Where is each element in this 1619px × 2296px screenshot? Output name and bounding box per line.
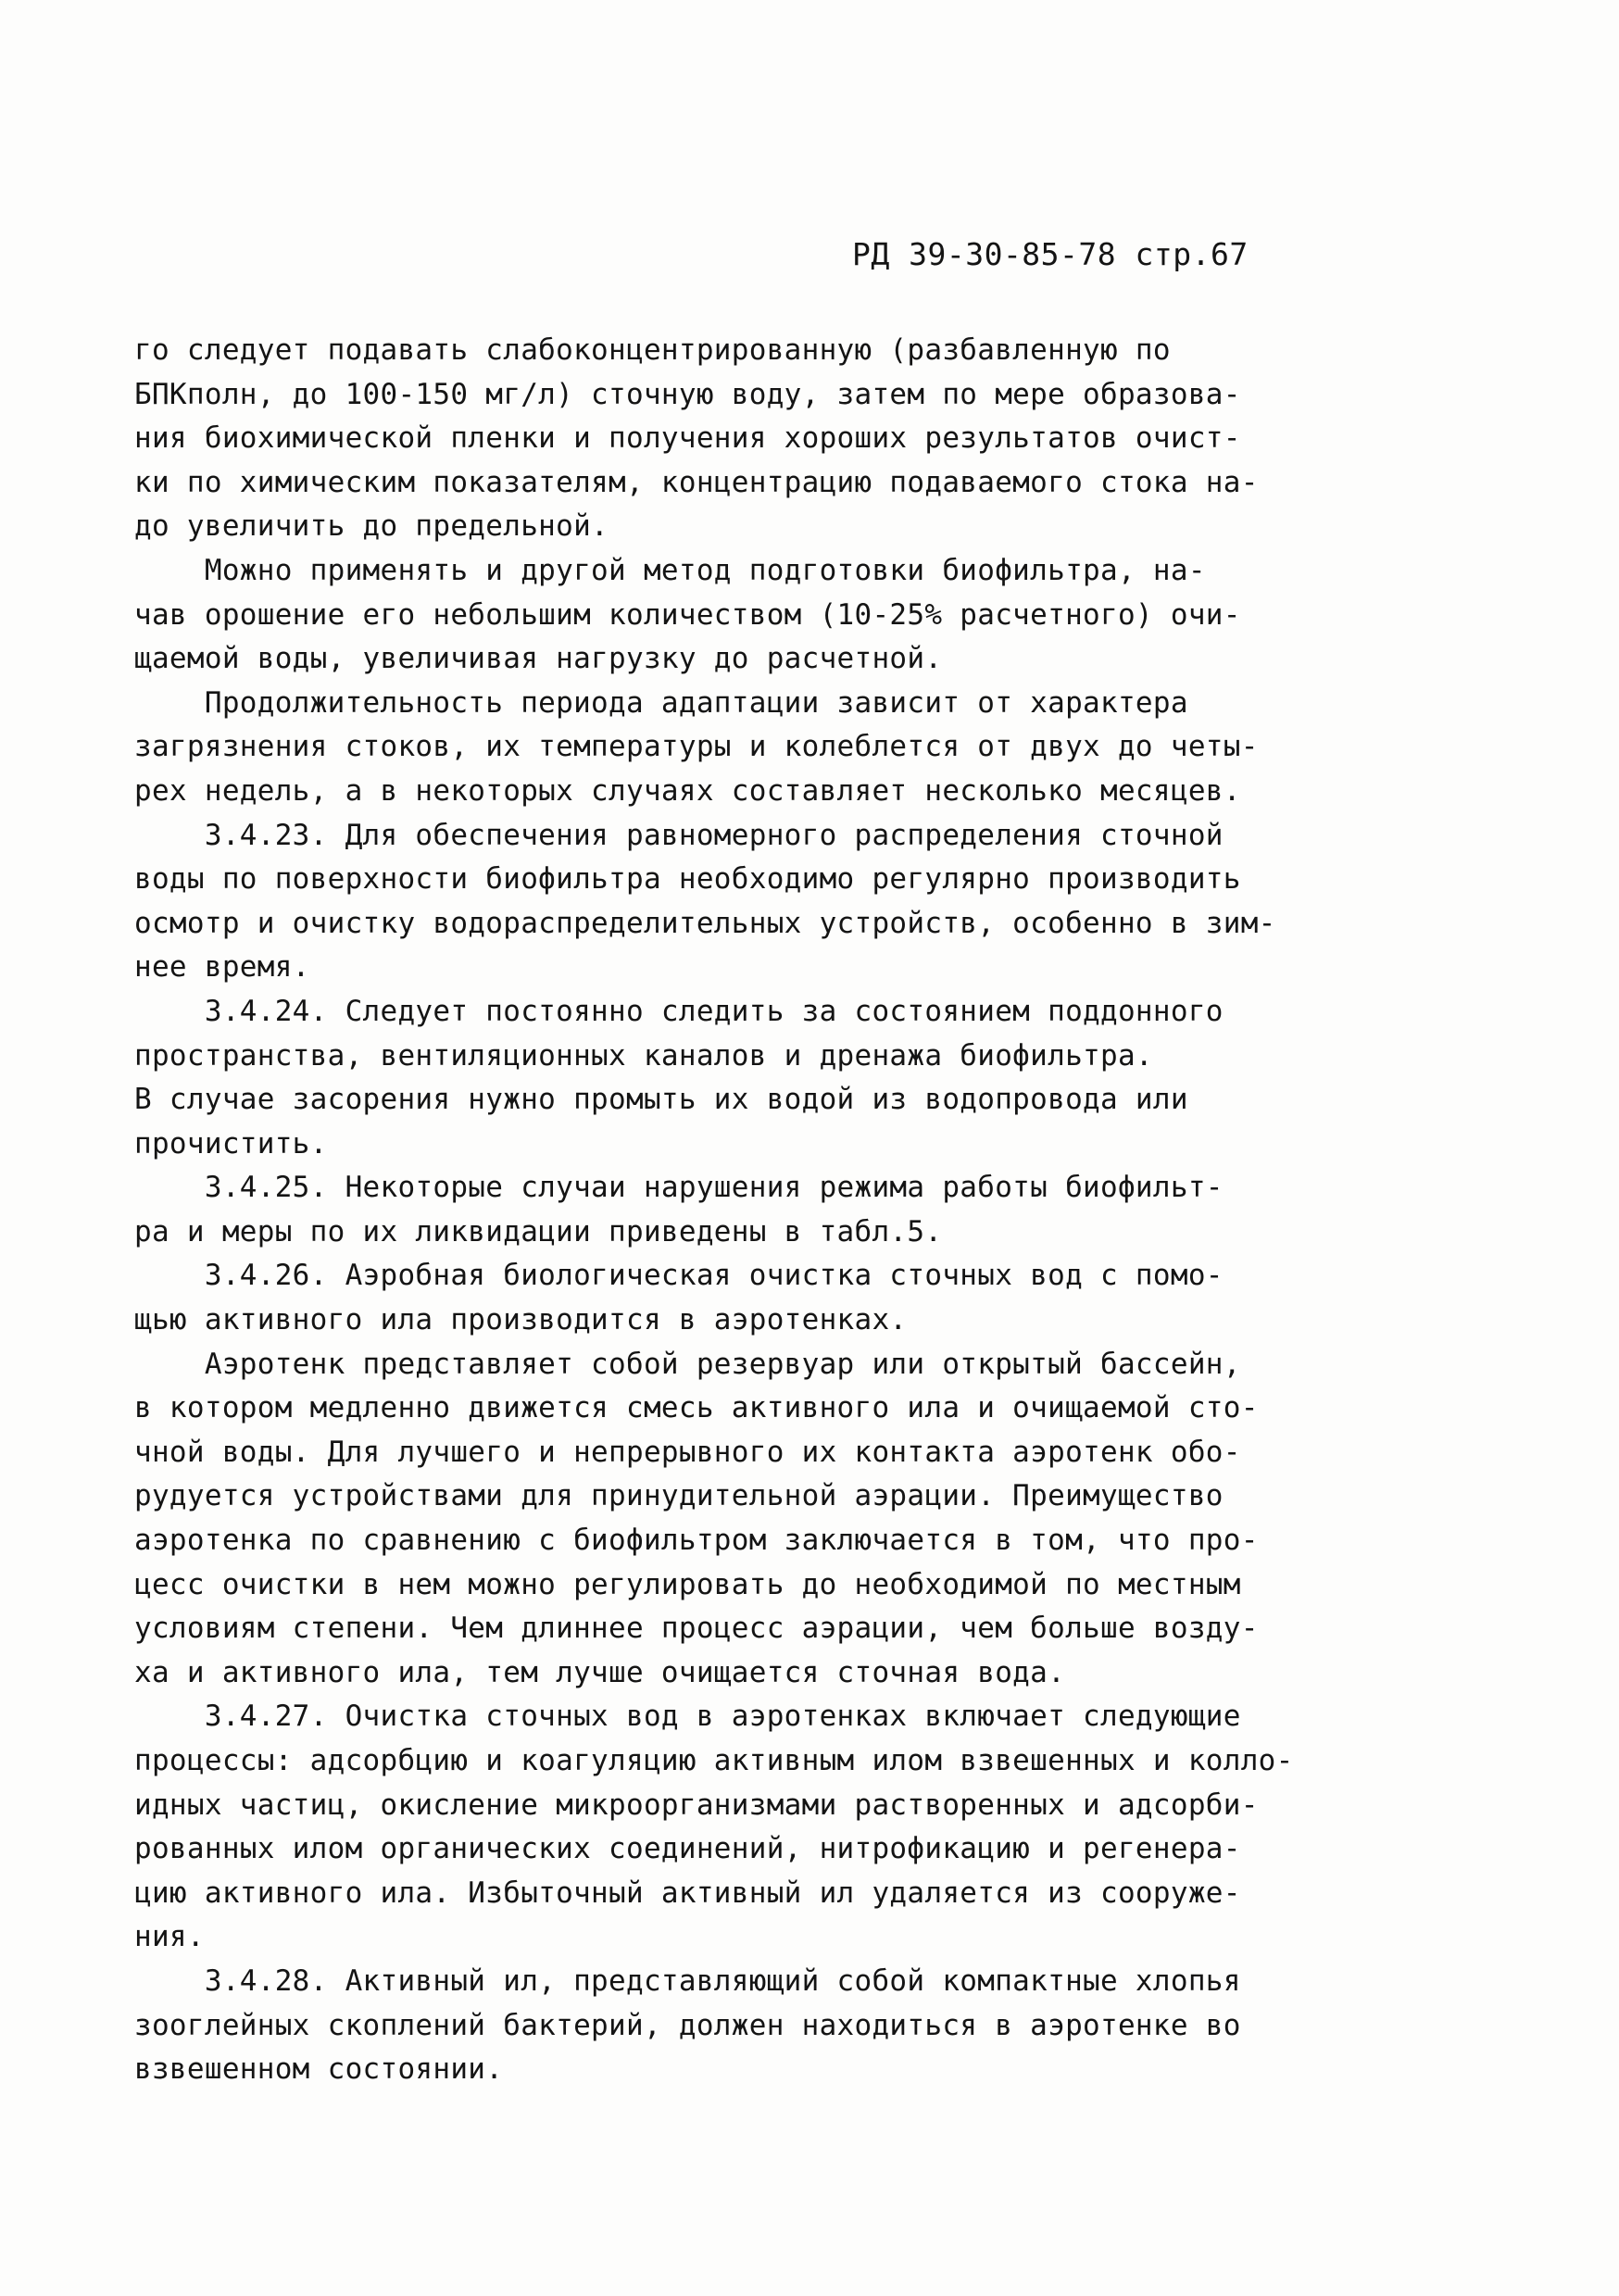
text-line: прочистить. [134, 1126, 328, 1161]
text-line: рех недель, а в некоторых случаях составляет несколько месяцев. [134, 773, 1241, 808]
text-line: цию активного ила. Избыточный активный ил удаляется из сооруже- [134, 1876, 1241, 1910]
text-line: Продолжительность периода адаптации зависит от характера [134, 685, 1188, 720]
text-line: ха и активного ила, тем лучше очищается сточная вода. [134, 1655, 1066, 1689]
text-line: 3.4.27. Очистка сточных вод в аэротенках включает следующие [134, 1700, 1241, 1734]
body-text [134, 329, 1394, 2092]
text-line: ния. [134, 1920, 205, 1954]
text-line: го следует подавать слабоконцентрированную (разбавленную по [134, 333, 1171, 367]
text-line: зооглейных скоплений бактерий, должен находиться в аэротенке во [134, 2008, 1241, 2042]
text-line: чной воды. Для лучшего и непрерывного их контакта аэротенк обо- [134, 1435, 1241, 1469]
text-line: взвешенном состоянии. [134, 2052, 504, 2087]
text-line: ния биохимической пленки и получения хороших результатов очист- [134, 421, 1241, 456]
text-line: Аэротенк представляет собой резервуар или открытый бассейн, [134, 1347, 1241, 1381]
text-line: рованных илом органических соединений, нитрофикацию и регенера- [134, 1832, 1241, 1866]
text-line: осмотр и очистку водораспределительных устройств, особенно в зим- [134, 906, 1276, 940]
text-line: идных частиц, окисление микроорганизмами растворенных и адсорби- [134, 1788, 1259, 1822]
text-line: условиям степени. Чем длиннее процесс аэрации, чем больше возду- [134, 1612, 1259, 1646]
text-line: Можно применять и другой метод подготовки биофильтра, на- [134, 553, 1206, 587]
text-line: В случае засорения нужно промыть их водой из водопровода или [134, 1083, 1188, 1117]
text-line: щью активного ила производится в аэротенках. [134, 1303, 908, 1337]
text-line: процессы: адсорбцию и коагуляцию активным илом взвешенных и колло- [134, 1744, 1294, 1777]
text-line: 3.4.26. Аэробная биологическая очистка сточных вод с помо- [134, 1259, 1224, 1293]
text-line: 3.4.24. Следует постоянно следить за состоянием поддонного [134, 994, 1224, 1028]
text-line: воды по поверхности биофильтра необходимо регулярно производить [134, 862, 1241, 897]
text-line: рудуется устройствами для принудительной аэрации. Преимущество [134, 1479, 1224, 1513]
text-line: пространства, вентиляционных каналов и дренажа биофильтра. [134, 1038, 1153, 1073]
text-line: ра и меры по их ликвидации приведены в табл.5. [134, 1214, 943, 1248]
text-line: до увеличить до предельной. [134, 509, 609, 544]
text-line: 3.4.28. Активный ил, представляющий собой компактные хлопья [134, 1964, 1241, 1998]
text-line: 3.4.23. Для обеспечения равномерного распределения сточной [134, 818, 1224, 852]
text-line: цесс очистки в нем можно регулировать до необходимой по местным [134, 1567, 1241, 1601]
text-line: БПКполн, до 100-150 мг/л) сточную воду, затем по мере образова- [134, 377, 1241, 411]
text-line: 3.4.25. Некоторые случаи нарушения режима работы биофильт- [134, 1171, 1224, 1205]
text-line: щаемой воды, увеличивая нагрузку до расчетной. [134, 642, 943, 676]
text-line: загрязнения стоков, их температуры и колеблется от двух до четы- [134, 730, 1259, 764]
text-line: ки по химическим показателям, концентрацию подаваемого стока на- [134, 465, 1259, 499]
text-line: в котором медленно движется смесь активного ила и очищаемой сто- [134, 1391, 1259, 1425]
text-line: нее время. [134, 950, 310, 985]
text-line: аэротенка по сравнению с биофильтром заключается в том, что про- [134, 1524, 1259, 1558]
document-reference: РД 39-30-85-78 стр.67 [852, 236, 1249, 272]
text-line: чав орошение его небольшим количеством (10-25% расчетного) очи- [134, 597, 1241, 632]
